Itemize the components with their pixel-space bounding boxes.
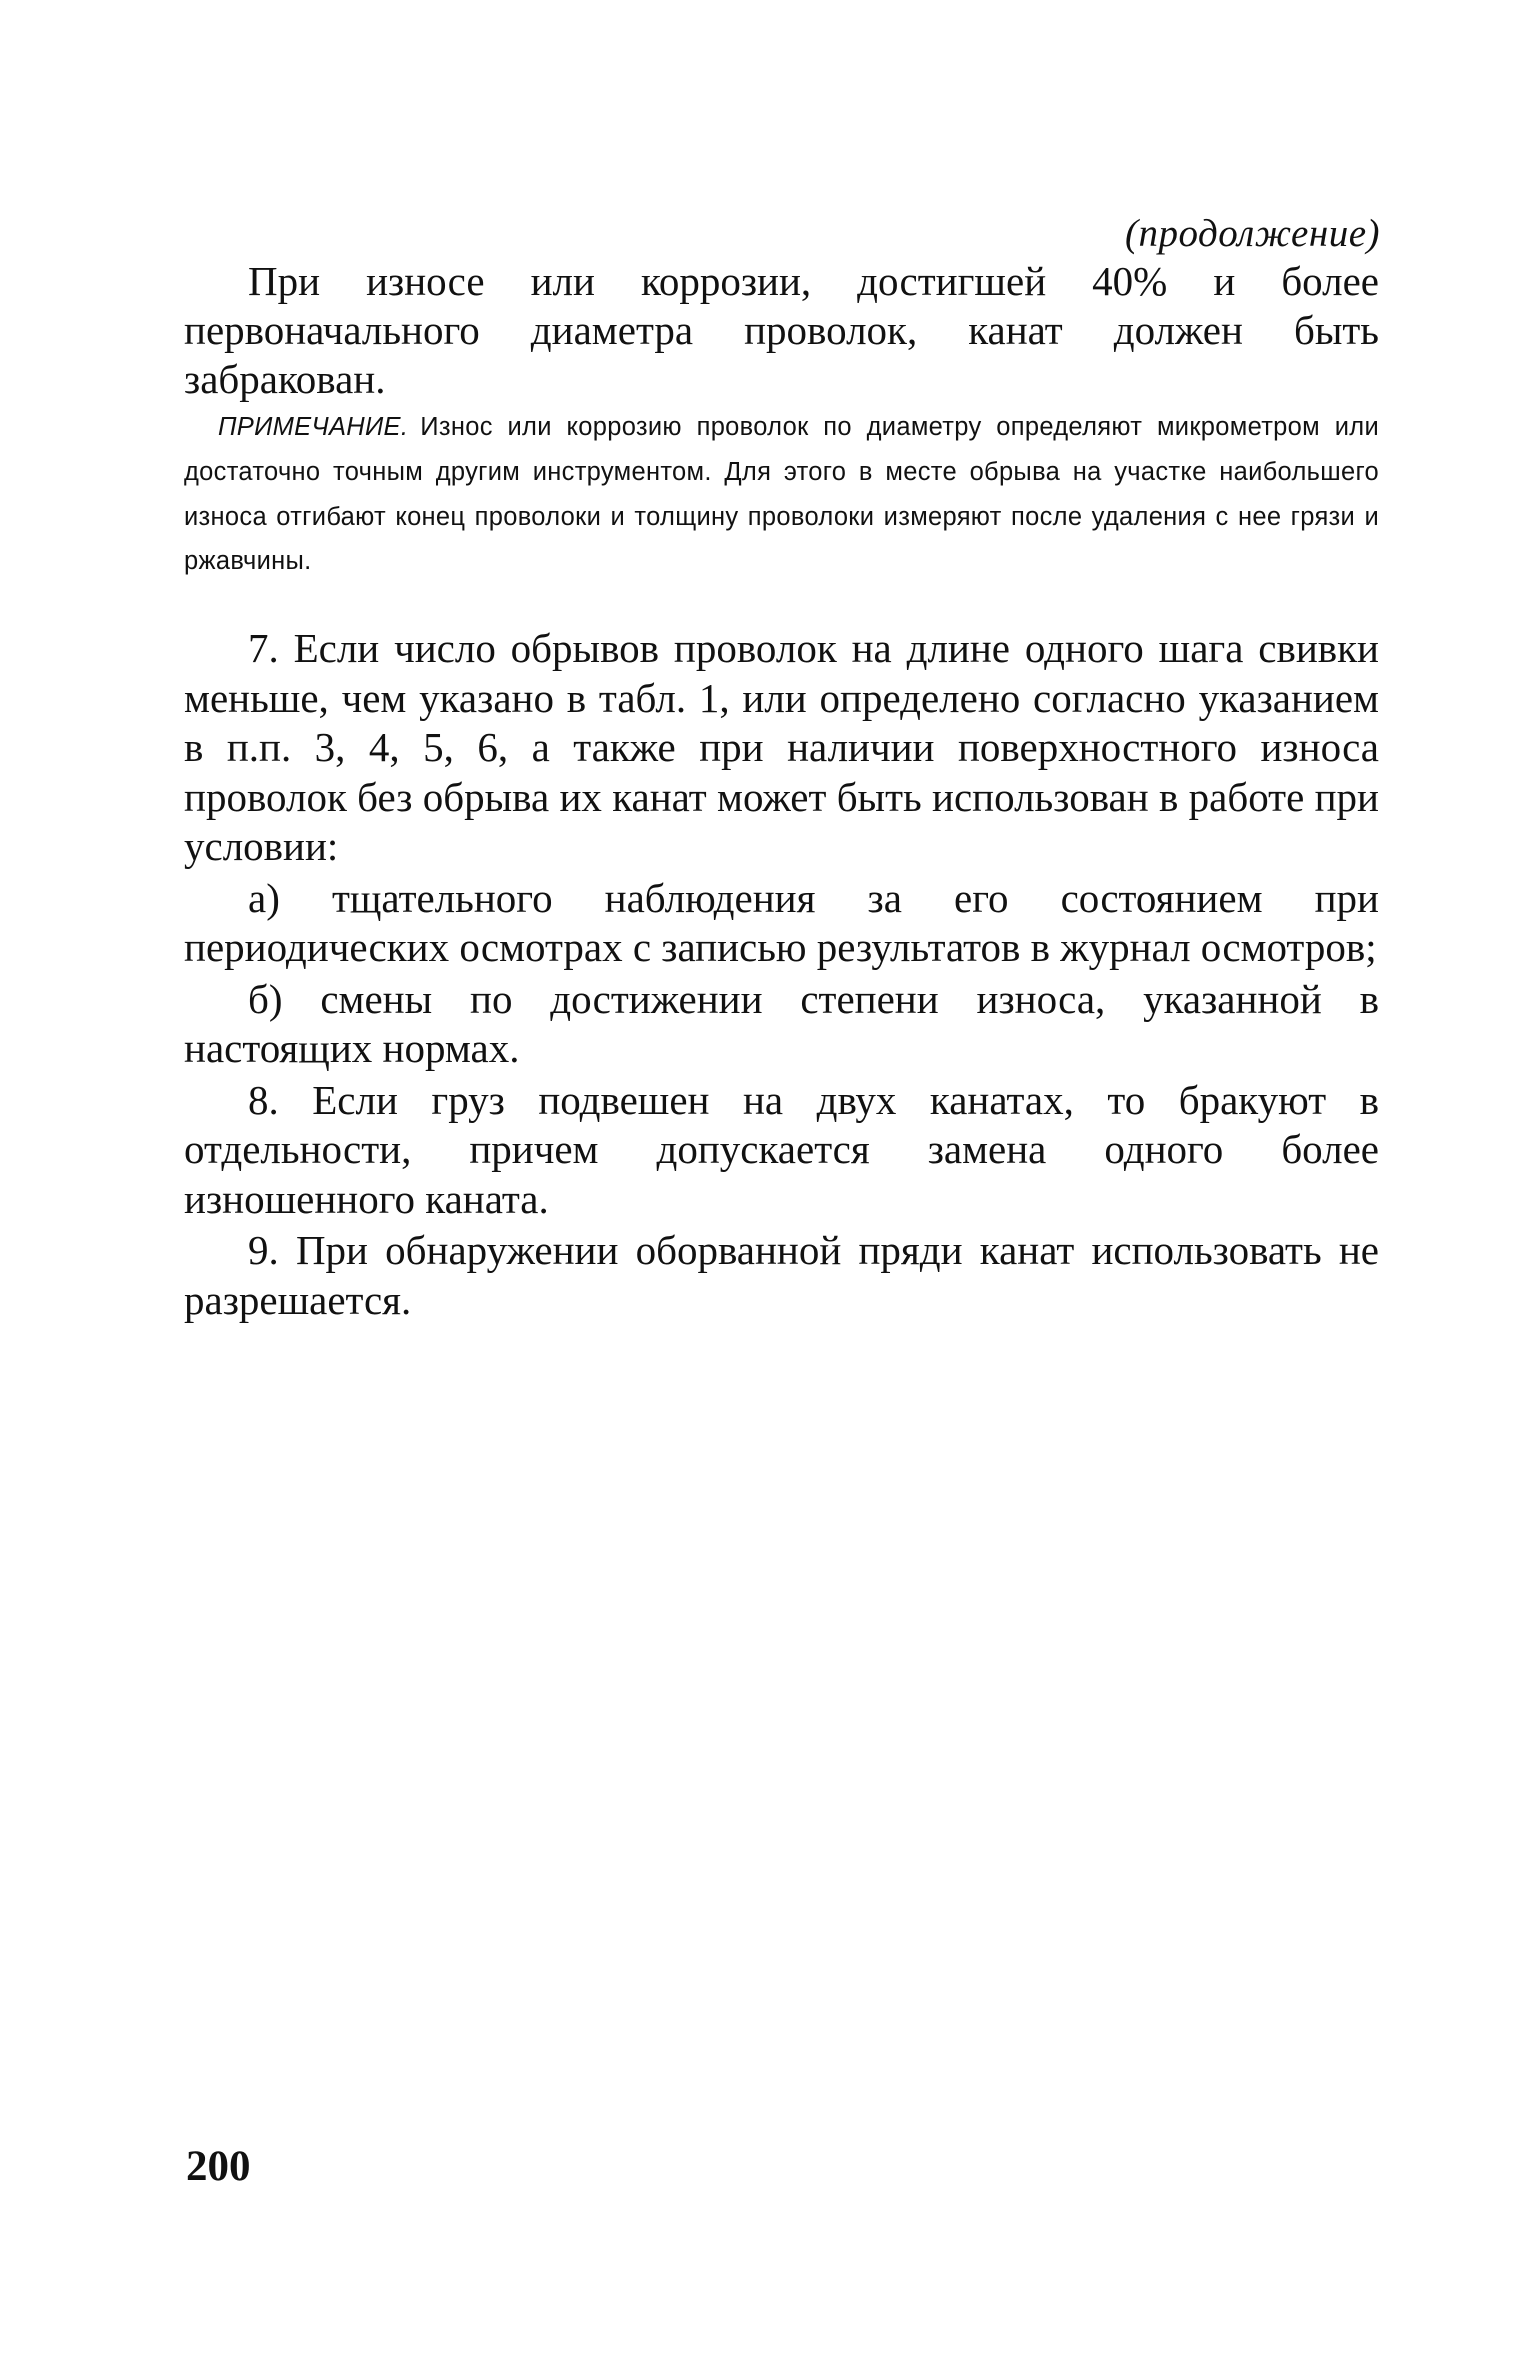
note-paragraph — [184, 405, 1379, 584]
continuation-label: (продолжение) — [1125, 212, 1380, 255]
item-8: 8. Если груз подвешен на двух канатах, то бракуют в отдельности, причем допускается замена одного более изношенного каната. — [184, 1076, 1379, 1222]
item-9: 9. При обнаружении оборванной пряди канат использовать не разрешается. — [184, 1227, 1379, 1323]
note-label: ПРИМЕЧАНИЕ. — [218, 413, 409, 441]
numbered-items — [184, 624, 1379, 1327]
note-text: Износ или коррозию проволок по диаметру определяют микрометром или достаточно точным другим инструментом. Для этого в месте обрыва на участке наибольшего износа отгибают конец проволоки и толщину проволоки измеряют после удаления с нее грязи и ржавчины. — [184, 413, 1379, 576]
page-number: 200 — [186, 2143, 251, 2190]
item-7b: б) смены по достижении степени износа, указанной в настоящих нормах. — [184, 975, 1379, 1071]
intro-paragraph: При износе или коррозии, достигшей 40% и более первоначального диаметра проволок, канат должен быть забракован. — [184, 258, 1379, 402]
item-7: 7. Если число обрывов проволок на длине одного шага свивки меньше, чем указано в табл. 1, или определено согласно указанием в п.п. 3, 4, 5, 6, а также при наличии поверхностного износа проволок без обрыва их канат может быть использован в работе при условии: — [184, 625, 1379, 869]
item-7a: а) тщательного наблюдения за его состоянием при периодических осмотрах с записью результатов в журнал осмотров; — [184, 874, 1379, 970]
